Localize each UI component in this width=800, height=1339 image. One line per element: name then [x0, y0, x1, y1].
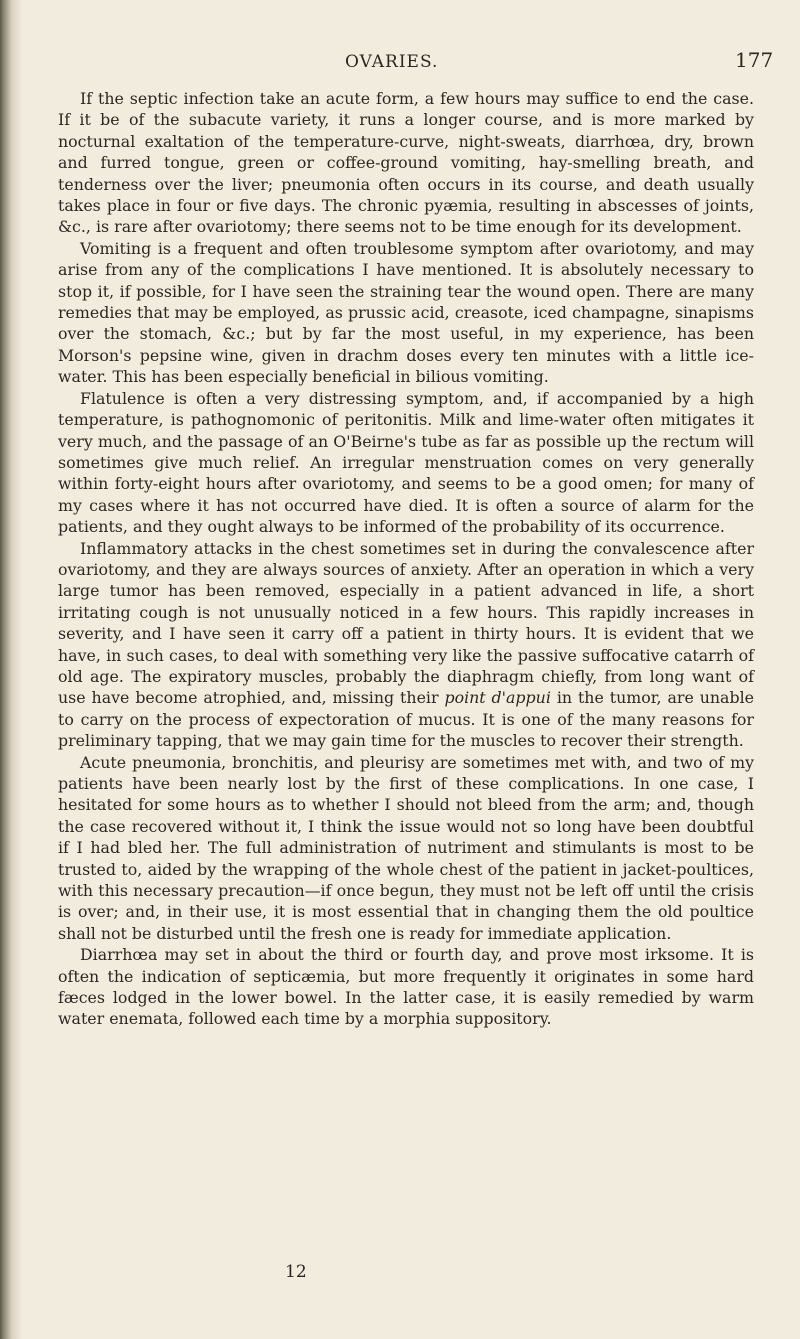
paragraph-acute-pneumonia: Acute pneumonia, bronchitis, and pleurisy are sometimes met with, and two of my patients have been nearly lost by the first of these complications. In one case, I hesitated for some hours as to whether I should not bleed from the arm; and, though the case recovered without it, I think the issue would not so long have been doubtful if I had bled her. The full administration of nutriment and stimulants is most to be trusted to, aided by the wrapping of the whole chest of the patient in jacket-poultices, with this necessary precaution—if once begun, they must not be left off until the crisis is over; and, in their use, it is most essential that in changing them the old poultice shall not be disturbed until the fresh one is ready for immediate application. — [58, 752, 754, 943]
paragraph-inflammatory-text: Inflammatory attacks in the chest sometimes set in during the convalescence after ovariotomy, and they are always sources of anxiety. After an operation in which a very large tumor has been removed, especially in a patient advanced in life, a short irritating cough is not unusually noticed in a few hours. This rapidly increases in severity, and I have seen it carry off a patient in thirty hours. It is evident that we have, in such cases, to deal with something very like the passive suffocative catarrh of old age. The expiratory muscles, probably the diaphragm chiefly, from long want of use have become atrophied, and, missing their — [58, 538, 754, 708]
paragraph-inflammatory-attacks — [58, 538, 754, 752]
paragraph-inflammatory-tail: in the tumor, are unable to carry on the process of expectoration of mucus. It is one of the many reasons for preliminary tapping, that we may gain time for the muscles to recover their strength. — [58, 688, 754, 751]
paragraph-vomiting: Vomiting is a frequent and often troublesome symptom after ovariotomy, and may arise from any of the complications I have mentioned. It is absolutely necessary to stop it, if possible, for I have seen the straining tear the wound open. There are many remedies that may be employed, as prussic acid, creasote, iced champagne, sinapisms over the stomach, &c.; but by far the most useful, in my experience, has been Morson's pepsine wine, given in drachm doses every ten minutes with a little ice-water. This has been especially beneficial in bilious vomiting. — [58, 238, 754, 387]
page-header — [0, 48, 800, 80]
point-dappui-phrase: point d'appui — [444, 688, 551, 708]
paragraph-diarrhoea: Diarrhœa may set in about the third or fourth day, and prove most irksome. It is often the indication of septicæmia, but more frequently it originates in some hard fæces lodged in the lower bowel. In the latter case, it is easily remedied by warm water enemata, followed each time by a morphia suppository. — [58, 945, 754, 1029]
body-text — [58, 88, 754, 1030]
page-number: 177 — [735, 48, 774, 72]
paragraph-flatulence: Flatulence is often a very distressing symptom, and, if accompanied by a high temperature, is pathognomonic of peritonitis. Milk and lime-water often mitigates it very much, and the passage of an O'Beirne's tube as far as possible up the rectum will sometimes give much relief. An irregular menstruation comes on very generally within forty-eight hours after ovariotomy, and seems to be a good omen; for many of my cases where it has not occurred have died. It is often a source of alarm for the patients, and they ought always to be informed of the probability of its occurrence. — [58, 388, 754, 537]
signature-mark: 12 — [285, 1262, 307, 1282]
binding-edge — [0, 0, 22, 1339]
paragraph-septic-infection: If the septic infection take an acute form, a few hours may suffice to end the case. If it be of the subacute variety, it runs a longer course, and is more marked by nocturnal exaltation of the temperature-curve, night-sweats, diarrhœa, dry, brown and furred tongue, green or coffee-ground vomiting, hay-smelling breath, and tenderness over the liver; pneumonia often occurs in its course, and death usually takes place in four or five days. The chronic pyæmia, resulting in abscesses of joints, &c., is rare after ovariotomy; there seems not to be time enough for its development. — [58, 89, 754, 237]
running-head: OVARIES. — [345, 52, 439, 72]
